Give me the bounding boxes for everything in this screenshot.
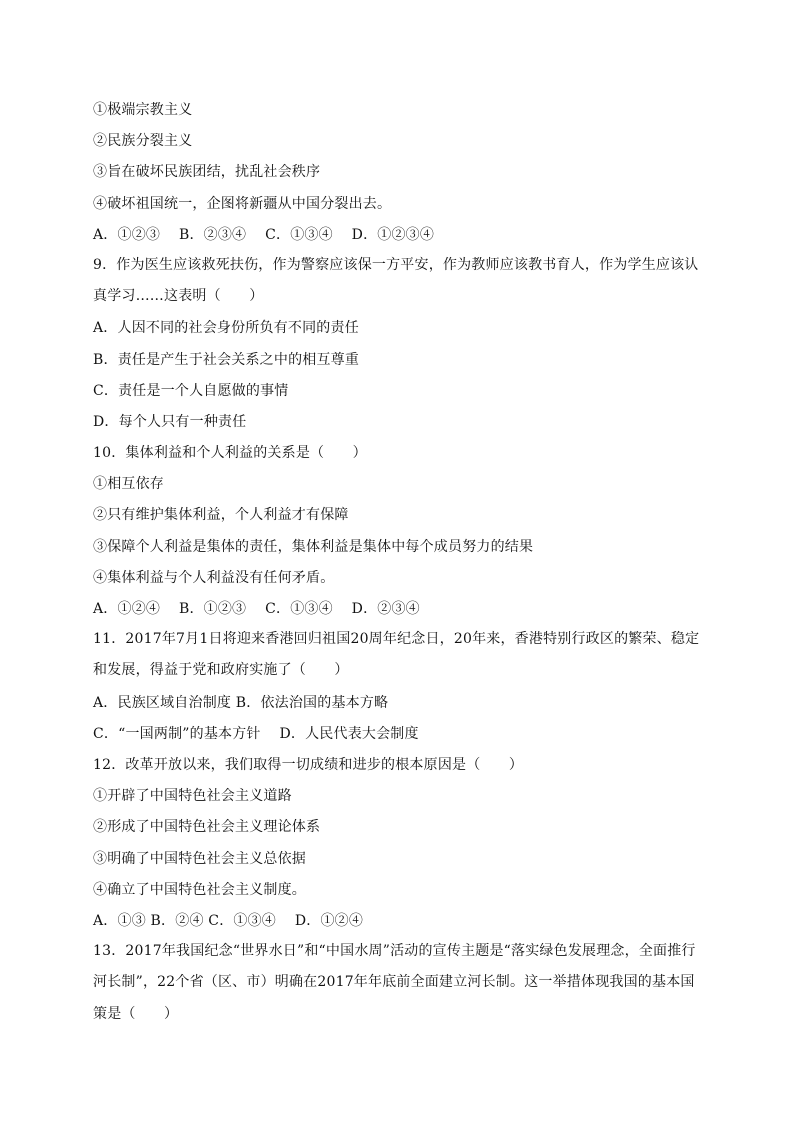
options-q12: A．①③ B．②④ C．①③④ D．①②④ [93, 912, 364, 929]
question-11: 11．2017年7月1日将迎来香港回归祖国20周年纪念日，20年来，香港特别行政区的繁荣、稳定和发展，得益于党和政府实施了（ ） [93, 631, 700, 679]
question-9: 9．作为医生应该救死扶伤，作为警察应该保一方平安，作为教师应该教书育人，作为学生应该认真学习……这表明（ ） [93, 256, 699, 305]
statement-q10-1: ①相互依存 [93, 476, 164, 493]
options-q11-cd: C．“一国两制”的基本方针 D．人民代表大会制度 [93, 725, 419, 742]
options-q8: A．①②③ B．②③④ C．①③④ D．①②③④ [93, 226, 435, 243]
statement-q8-4: ④破坏祖国统一，企图将新疆从中国分裂出去。 [93, 195, 392, 212]
question-10: 10．集体利益和个人利益的关系是（ ） [93, 445, 367, 462]
option-q9-c: C．责任是一个人自愿做的事情 [93, 382, 289, 399]
statement-q10-2: ②只有维护集体利益，个人利益才有保障 [93, 507, 349, 524]
statement-q8-3: ③旨在破坏民族团结，扰乱社会秩序 [93, 164, 321, 181]
statement-q12-3: ③明确了中国特色社会主义总依据 [93, 850, 306, 867]
option-q9-b: B．责任是产生于社会关系之中的相互尊重 [93, 351, 360, 368]
statement-q8-1: ①极端宗教主义 [93, 102, 193, 118]
statement-q12-1: ①开辟了中国特色社会主义道路 [93, 788, 292, 805]
statement-q12-4: ④确立了中国特色社会主义制度。 [93, 881, 306, 898]
statement-q10-3: ③保障个人利益是集体的责任，集体利益是集体中每个成员努力的结果 [93, 538, 534, 555]
question-13: 13．2017年我国纪念“世界水日”和“中国水周”活动的宣传主题是“落实绿色发展理念，全面推行河长制”，22个省（区、市）明确在2017年年底前全面建立河长制。这一举措体现我国的基本国策是（ ） [93, 943, 696, 1022]
statement-q10-4: ④集体利益与个人利益没有任何矛盾。 [93, 569, 335, 586]
question-12: 12．改革开放以来，我们取得一切成绩和进步的根本原因是（ ） [93, 757, 524, 773]
options-q11-ab: A．民族区域自治制度 B．依法治国的基本方略 [93, 694, 389, 711]
statement-q12-2: ②形成了中国特色社会主义理论体系 [93, 819, 321, 836]
option-q9-a: A．人因不同的社会身份所负有不同的责任 [93, 320, 359, 337]
options-q10: A．①②④ B．①②③ C．①③④ D．②③④ [93, 601, 420, 618]
option-q9-d: D．每个人只有一种责任 [93, 413, 247, 430]
statement-q8-2: ②民族分裂主义 [93, 133, 193, 150]
